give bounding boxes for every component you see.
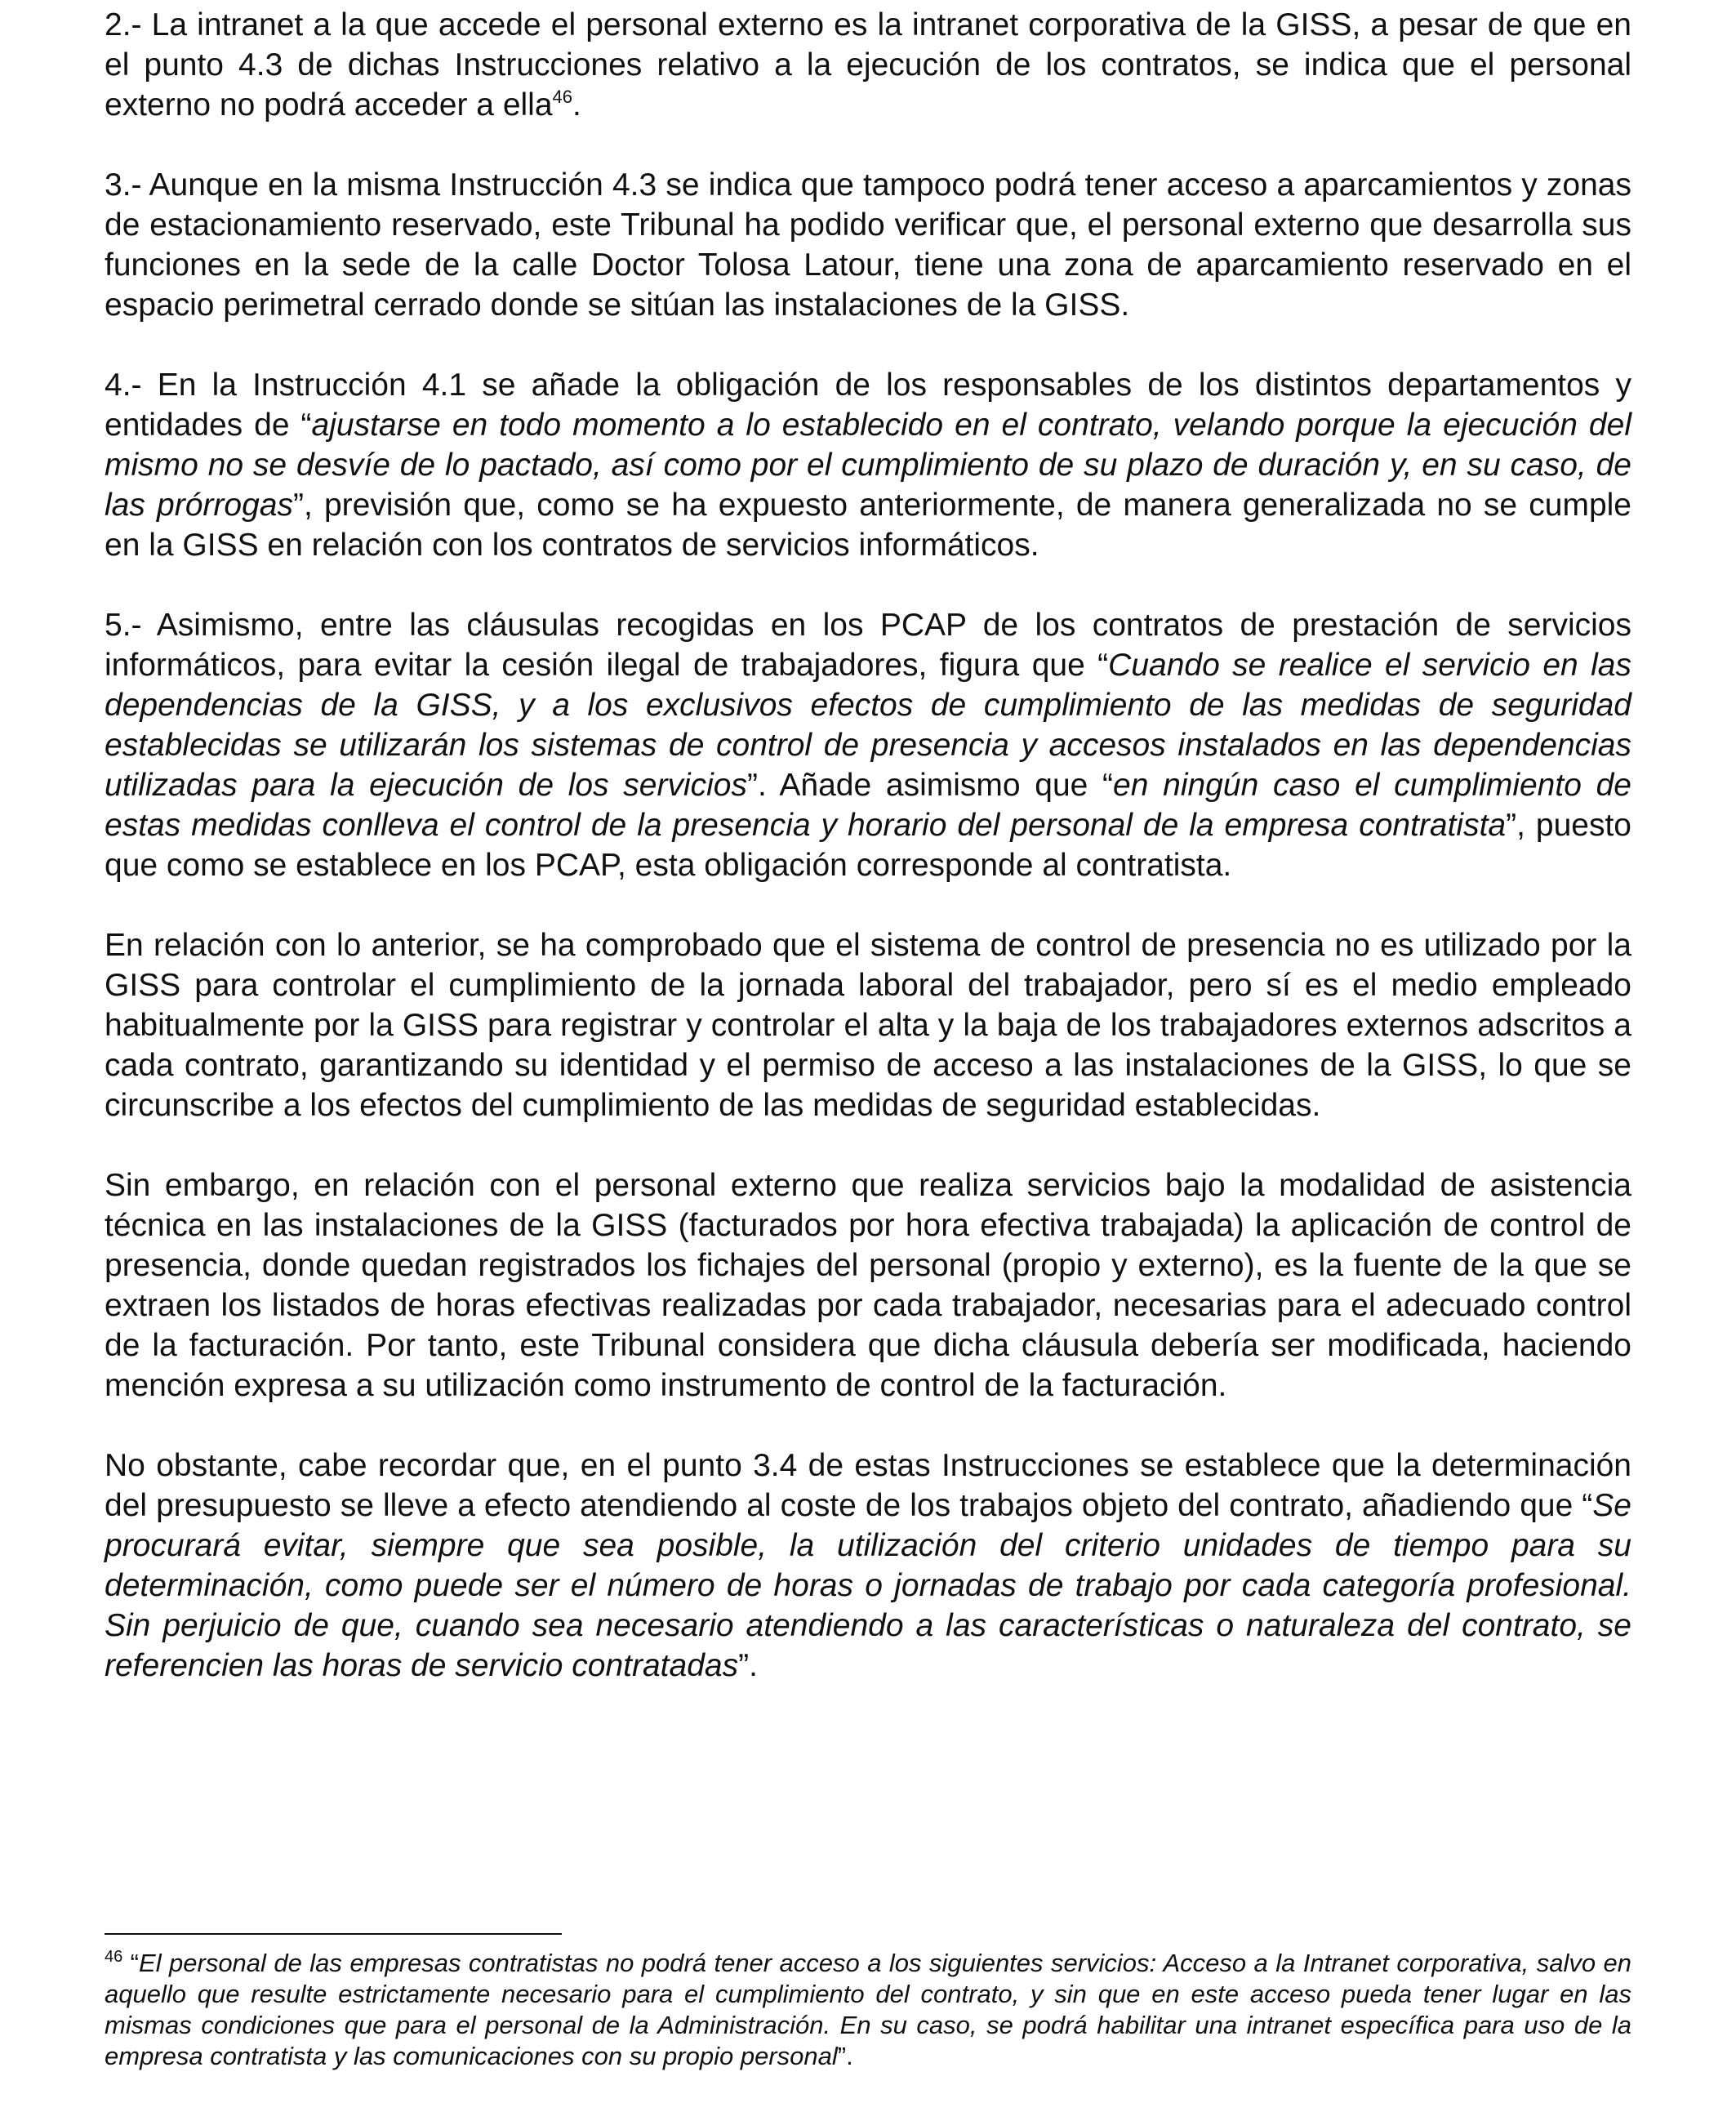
text-run: En relación con lo anterior, se ha comprobado que el sistema de control de presencia no es utilizado por la GISS para controlar el cumplimiento de la jornada laboral del trabajador, pero sí es el medio empleado habitualmente por la GISS para registrar y controlar el alta y la baja de los trabajadores externos adscritos a cada contrato, garantizando su identidad y el permiso de acceso a las instalaciones de la GISS, lo que se circunscribe a los efectos del cumplimiento de las medidas de seguridad establecidas. xyxy=(105,928,1631,1123)
footnote-reference: 46 xyxy=(552,87,573,107)
text-run: “ xyxy=(122,1949,140,1977)
document-body xyxy=(105,5,1631,1726)
text-run: No obstante, cabe recordar que, en el punto 3.4 de estas Instrucciones se establece que la determinación del presupuesto se lleve a efecto atendiendo al coste de los trabajos objeto del contrato, añadiendo que “ xyxy=(105,1448,1631,1523)
text-run: 4.- En la Instrucción 4.1 se añade la obligación de los responsables de los distintos departamentos y entidades de “ xyxy=(105,368,1631,443)
text-run: ”, puesto que como se establece en los PCAP, esta obligación corresponde al contratista. xyxy=(105,808,1631,883)
paragraph-asistencia-tecnica xyxy=(105,1165,1631,1406)
footnote-reference: 46 xyxy=(105,1948,123,1966)
paragraph-control-presencia xyxy=(105,925,1631,1125)
text-run: 5.- Asimismo, entre las cláusulas recogidas en los PCAP de los contratos de prestación de servicios informáticos, para evitar la cesión ilegal de trabajadores, figura que “ xyxy=(105,608,1631,683)
text-run: ”, previsión que, como se ha expuesto anteriormente, de manera generalizada no se cumple en la GISS en relación con los contratos de servicios informáticos. xyxy=(105,488,1631,563)
footnote-46 xyxy=(105,1948,1631,2072)
paragraph-clausulas-pcap xyxy=(105,605,1631,885)
quoted-text: ajustarse en todo momento a lo establecido en el contrato, velando porque la ejecución del mismo no se desvíe de lo pactado, así como por el cumplimiento de su plazo de duración y, en su caso, de las prórrogas xyxy=(105,408,1631,523)
text-run: . xyxy=(572,87,581,123)
quoted-text: en ningún caso el cumplimiento de estas medidas conlleva el control de la presencia y horario del personal de la empresa contratista xyxy=(105,768,1631,843)
paragraph-presupuesto xyxy=(105,1446,1631,1686)
text-run: ”. xyxy=(738,1648,758,1683)
quoted-text: El personal de las empresas contratistas no podrá tener acceso a los siguientes servicios: Acceso a la Intranet corporativa, salvo en aquello que resulte estrictamente necesario para el cumplimiento del contrato, y sin que en este acceso pueda tener lugar en las mismas condiciones que para el personal de la Administración. En su caso, se podrá habilitar una intranet específica para uso de la empresa contratista y las comunicaciones con su propio personal xyxy=(105,1949,1632,2070)
text-run: Sin embargo, en relación con el personal externo que realiza servicios bajo la modalidad de asistencia técnica en las instalaciones de la GISS (facturados por hora efectiva trabajada) la aplicación de control de presencia, donde quedan registrados los fichajes del personal (propio y externo), es la fuente de la que se extraen los listados de horas efectivas realizadas por cada trabajador, necesarias para el adecuado control de la facturación. Por tanto, este Tribunal considera que dicha cláusula debería ser modificada, haciendo mención expresa a su utilización como instrumento de control de la facturación. xyxy=(105,1168,1631,1403)
paragraph-aparcamientos xyxy=(105,165,1631,325)
text-run: ”. xyxy=(837,2042,853,2070)
text-run: 3.- Aunque en la misma Instrucción 4.3 se indica que tampoco podrá tener acceso a aparcamientos y zonas de estacionamiento reservado, este Tribunal ha podido verificar que, el personal externo que desarrolla sus funciones en la sede de la calle Doctor Tolosa Latour, tiene una zona de aparcamiento reservado en el espacio perimetral cerrado donde se sitúan las instalaciones de la GISS. xyxy=(105,167,1631,323)
paragraph-instruccion-4-1 xyxy=(105,365,1631,565)
paragraph-intranet xyxy=(105,5,1631,125)
text-run: 2.- La intranet a la que accede el personal externo es la intranet corporativa de la GISS, a pesar de que en el punto 4.3 de dichas Instrucciones relativo a la ejecución de los contratos, se indica que el personal externo no podrá acceder a ella xyxy=(105,7,1631,123)
footnote-separator xyxy=(105,1933,562,1935)
quoted-text: Se procurará evitar, siempre que sea posible, la utilización del criterio unidades de tiempo para su determinación, como puede ser el número de horas o jornadas de trabajo por cada categoría profesional. Sin perjuicio de que, cuando sea necesario atendiendo a las características o naturaleza del contrato, se referencien las horas de servicio contratadas xyxy=(105,1488,1631,1683)
text-run: ”. Añade asimismo que “ xyxy=(747,768,1114,803)
quoted-text: Cuando se realice el servicio en las dependencias de la GISS, y a los exclusivos efectos de cumplimiento de las medidas de seguridad establecidas se utilizarán los sistemas de control de presencia y accesos instalados en las dependencias utilizadas para la ejecución de los servicios xyxy=(105,648,1631,803)
